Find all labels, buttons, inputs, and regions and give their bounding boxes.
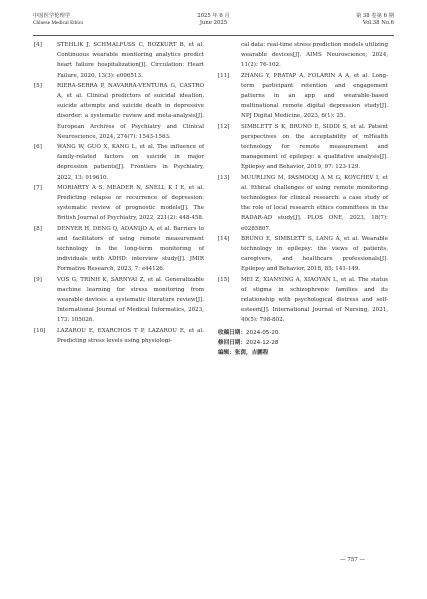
reference-item: [34, 81, 204, 142]
reference-column-right: [218, 40, 388, 358]
reference-text: LAZAROU E, EXARCHOS T P, LAZAROU E, et al. Predicting stress levels using physiologi-: [57, 327, 204, 344]
reference-number: [9]: [34, 276, 42, 283]
reference-item: [34, 275, 204, 326]
reference-item: [34, 142, 204, 183]
reference-column-left: [34, 40, 204, 346]
reference-number: [7]: [34, 184, 42, 191]
reference-item: [34, 326, 204, 346]
reference-number: [5]: [34, 82, 42, 89]
reference-item: [218, 173, 388, 234]
reference-item: [34, 224, 204, 275]
reference-item: [34, 40, 204, 81]
editor-label: 编辑：: [218, 350, 235, 357]
reference-text: MUURLING M, PASMOOIJ A M G, KOYCHEV I, et al. Ethical challenges of using remote monitoring technologies for clinical research: a case study of the role of local research ethics committees in the RADAR-AD study[J]. PLOS ONE, 2023, 18(7): e0285807.: [241, 174, 388, 232]
issue-date-en: June 2025: [199, 20, 228, 26]
volume-issue-en: Vol.38 No.6: [362, 20, 394, 26]
page-number: — 757 —: [340, 557, 365, 563]
revised-date-line: [218, 338, 388, 348]
reference-text: DENYER H, DENG Q, ADANIJO A, et al. Barriers to and facilitators of using remote measurement technology in the long-term monitoring of individuals with ADHD: interview study[J]. JMIR Formative Research, 2023, 7: e44126.: [57, 225, 204, 273]
page-header: [33, 13, 394, 35]
issue-date-cn: 2025 年 6 月: [197, 13, 230, 19]
reference-item: [218, 71, 388, 122]
reference-number: [8]: [34, 225, 42, 232]
reference-number: [4]: [34, 42, 42, 48]
journal-name-en: Chinese Medical Ethics: [33, 20, 84, 26]
reference-text: MEI Z, XIANYING A, XIAOYAN L, et al. The status of stigma in schizophrenic families and its relationship with psychological distress and self-esteem[J]. International Journal of Nursing, 2021, 40(5): 798-802.: [241, 276, 388, 324]
reference-text: BRUNO E, SIMBLETT S, LANG A, et al. Wearable technology in epilepsy: the views of patients, caregivers, and healthcare professionals[J]. Epilepsy and Behavior, 2018, 85: 141-149.: [241, 235, 388, 273]
reference-text: RIERA-SERRA P, NAVARRA-VENTURA G, CASTRO A, et al. Clinical predictors of suicidal ideation, suicide attempts and suicide death in depressive disorder: a systematic review and meta-analysis[J]. European Archives of Psychiatry and Clinical Neuroscience, 2024, 274(7): 1543-1563.: [57, 82, 204, 140]
reference-number: [6]: [34, 144, 42, 151]
revised-label: 修回日期：: [218, 339, 246, 346]
reference-item: [218, 234, 388, 275]
revised-date: 2024-12-28: [245, 339, 279, 346]
reference-item: [218, 122, 388, 173]
received-label: 收稿日期：: [218, 329, 246, 336]
reference-item: [34, 183, 204, 224]
header-rule: [33, 35, 394, 36]
reference-item: [218, 275, 388, 326]
reference-number: [11]: [218, 72, 230, 79]
article-dates: [218, 328, 388, 359]
editor-line: [218, 348, 388, 358]
editor-names: 张茵，吉鹏程: [234, 350, 269, 357]
reference-text: ZHANG Y, PRATAP A, FOLARIN A A, et al. Long-term participant retention and engagement patterns in an app and wearable-based multinational remote digital depression study[J]. NPJ Digital Medicine, 2023, 6(1): 25.: [241, 72, 388, 120]
reference-continuation: cal data: real-time stress prediction models utilizing wearable devices[J]. AIMS Neuroscience, 2024, 11(2): 76-102.: [241, 42, 388, 69]
reference-number: [15]: [218, 276, 230, 283]
journal-name-cn: 中国医学伦理学: [33, 13, 71, 19]
received-date: 2024-05-20: [245, 329, 279, 336]
reference-text: WANG W, GUO X, KANG L, et al. The influence of family-related factors on suicide in major depression patients[J]. Frontiers in Psychiatry, 2022, 13: 919610.: [57, 144, 204, 181]
volume-issue-cn: 第 38 卷第 6 期: [355, 13, 394, 19]
reference-text: SIMBLETT S K, BRUNO E, SIDDI S, et al. Patient perspectives on the acceptability of mHealth technology for remote measurement and management of epilepsy: a qualitative analysis[J]. Epilepsy and Behavior, 2019, 97: 123-129.: [241, 123, 388, 171]
reference-text: STEHLIK J, SCHMALFUSS C, BOZKURT B, et al. Continuous wearable monitoring analytics predict heart failure hospitalization[J]. Circulation: Heart Failure, 2020, 13(3): e006513.: [57, 42, 204, 79]
reference-text: VOS G, TRINH K, SARNYAI Z, et al. Generalizable machine learning for stress monitoring from wearable devices: a systematic literature review[J]. International Journal of Medical Informatics, 2023, 173: 105026.: [57, 276, 204, 324]
reference-number: [14]: [218, 235, 230, 242]
reference-number: [10]: [34, 327, 46, 334]
reference-text: MORIARTY A S, MEADER N, SNELL K I E, et al. Predicting relapse or recurrence of depression: systematic review of prognostic models[J]. The British Journal of Psychiatry, 2022, 221(2): 448-458.: [57, 184, 204, 222]
received-date-line: [218, 328, 388, 338]
reference-number: [13]: [218, 174, 230, 181]
reference-number: [12]: [218, 123, 230, 130]
